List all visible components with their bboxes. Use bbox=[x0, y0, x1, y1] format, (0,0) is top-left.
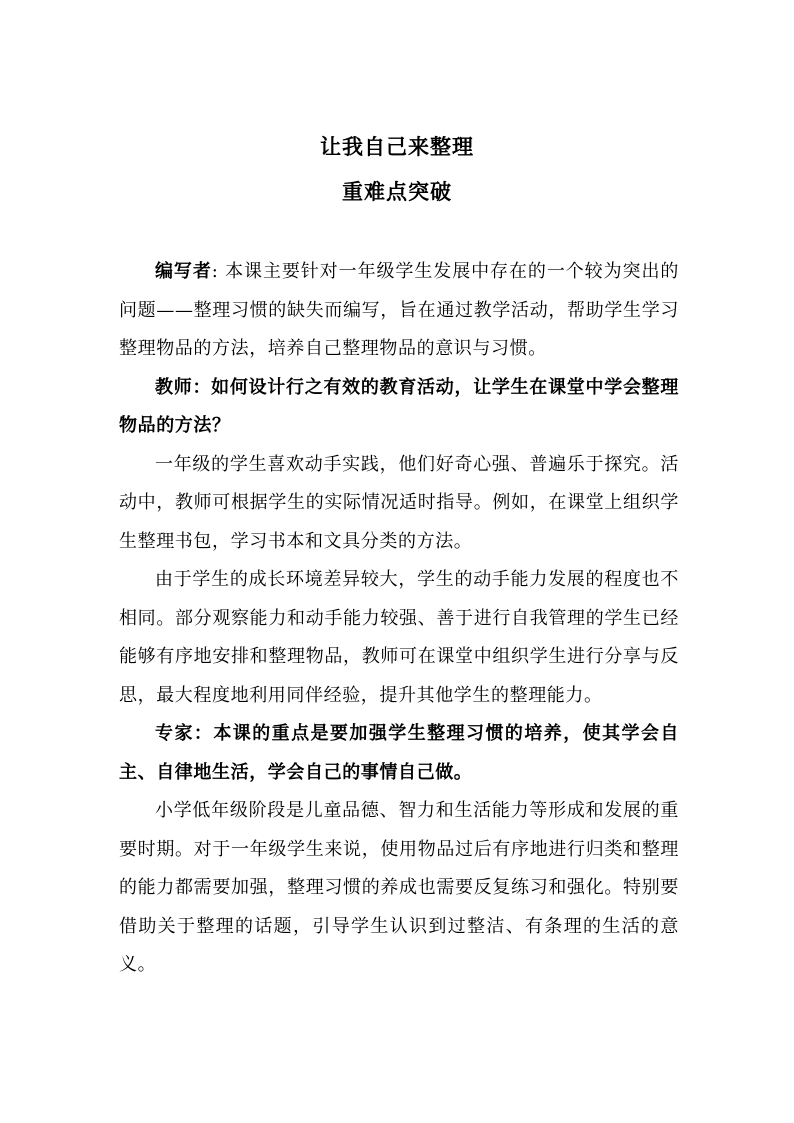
teacher-label: 教师 bbox=[155, 376, 193, 398]
expert-label: 专家 bbox=[155, 723, 194, 744]
document-body bbox=[119, 253, 679, 985]
body-paragraph-4: 由于学生的成长环境差异较大，学生的动手能力发展的程度也不相同。部分观察能力和动手能力较强、善于进行自我管理的学生已经能够有序地安排和整理物品，教师可在课堂中组织学生进行分享与反思，最大程度地利用同伴经验，提升其他学生的整理能力。 bbox=[119, 569, 679, 706]
document-subtitle: 重难点突破 bbox=[342, 179, 452, 204]
body-paragraph-3: 一年级的学生喜欢动手实践，他们好奇心强、普遍乐于探究。活动中，教师可根据学生的实际情况适时指导。例如，在课堂上组织学生整理书包，学习书本和文具分类的方法。 bbox=[119, 453, 679, 552]
teacher-paragraph bbox=[119, 369, 679, 446]
editor-label: 编写者 bbox=[155, 261, 212, 282]
expert-paragraph bbox=[119, 715, 679, 792]
document-title: 让我自己来整理 bbox=[320, 134, 474, 159]
editor-paragraph bbox=[119, 253, 679, 369]
body-paragraph-6: 小学低年级阶段是儿童品德、智力和生活能力等形成和发展的重要时期。对于一年级学生来说，使用物品过后有序地进行归类和整理的能力都需要加强，整理习惯的养成也需要反复练习和强化。特别要借助关于整理的话题，引导学生认识到过整洁、有条理的生活的意义。 bbox=[119, 800, 679, 975]
expert-text: ：本课的重点是要加强学生整理习惯的培养，使其学会自主、自律地生活，学会自己的事情自己做。 bbox=[119, 723, 680, 783]
teacher-text: ：如何设计行之有效的教育活动，让学生在课堂中学会整理物品的方法？ bbox=[119, 376, 679, 436]
editor-text: : 本课主要针对一年级学生发展中存在的一个较为突出的问题——整理习惯的缺失而编写，旨在通过教学活动，帮助学生学习整理物品的方法，培养自己整理物品的意识与习惯。 bbox=[119, 261, 679, 359]
